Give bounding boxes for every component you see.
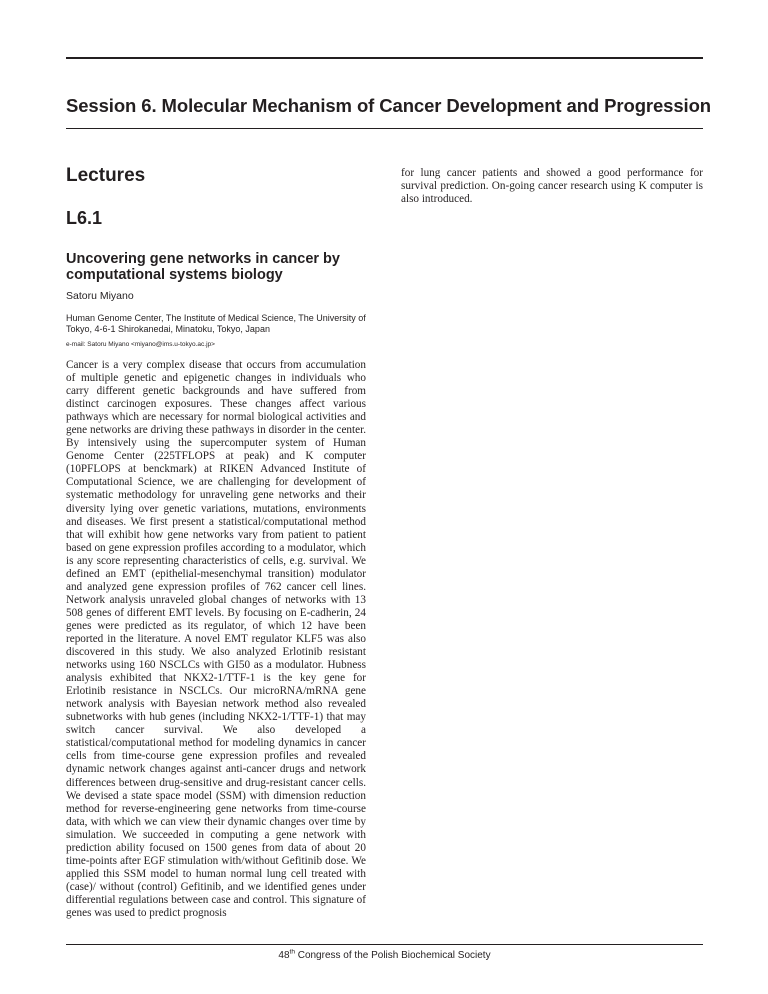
author-affiliation: Human Genome Center, The Institute of Medical Science, The University of Tokyo, 4-6-1 Shirokanedai, Minatoku, Tokyo, Japan (66, 313, 366, 334)
article-title: Uncovering gene networks in cancer by computational systems biology (66, 251, 340, 283)
section-heading: Lectures (66, 165, 146, 186)
author-email: e-mail: Satoru Miyano <miyano@ims.u-tokyo.ac.jp> (66, 341, 215, 348)
abstract-body-right: for lung cancer patients and showed a good performance for survival prediction. On-going cancer research using K computer is also introduced. (401, 167, 703, 206)
left-column (66, 165, 366, 920)
author-name: Satoru Miyano (66, 290, 134, 302)
header-divider (66, 128, 703, 129)
right-column (401, 167, 703, 206)
page-footer (66, 950, 703, 962)
abstract-code: L6.1 (66, 208, 103, 228)
session-title: Session 6. Molecular Mechanism of Cancer Development and Progression (66, 95, 712, 116)
footer-congress-name: Congress of the Polish Biochemical Society (294, 950, 491, 961)
footer-ordinal-number: 48 (278, 950, 290, 961)
top-rule (66, 57, 703, 59)
footer-rule (66, 944, 703, 945)
abstract-body-left: Cancer is a very complex disease that occurs from accumulation of multiple genetic and epigenetic changes in individuals who carry different genetic backgrounds and have suffered from distinct carcinogen exposures. These changes affect various pathways which are necessary for normal biological activities and gene networks are driving these pathways in disorder in the center. By intensively using the supercomputer system of Human Genome Center (225TFLOPS at peak) and K computer (10PFLOPS at benckmark) at RIKEN Advanced Institute of Computational Science, we are challenging for development of systematic methodology for unraveling gene networks and their diversity lying over genetic variations, mutations, environments and diseases. We first present a statistical/computational method that will exhibit how gene networks vary from patient to patient based on gene expression profiles according to a modulator, which is any score representing characteristics of cells, e.g. survival. We defined an EMT (epithelial-mesenchymal transition) modulator and analyzed gene expression profiles of 762 cancer cell lines. Network analysis unraveled global changes of networks with 13 508 genes of different EMT levels. By focusing on E-cadherin, 24 genes were predicted as its regulator, of which 12 have been reported in the literature. A novel EMT regulator KLF5 was also discovered in this study. We also analyzed Erlotinib resistant networks using 160 NSCLCs with GI50 as a modulator. Hubness analysis exhibited that NKX2-1/TTF-1 is the key gene for Erlotinib resistance in NSCLCs. Our microRNA/mRNA gene network analysis with Bayesian network method also revealed subnetworks with hub genes (including NKX2-1/TTF-1) that may switch cancer survival. We also developed a statistical/computational method for modeling dynamics in cancer cells from time-course gene expression profiles and revealed dynamic network changes against anti-cancer drugs and network differences between drug-sensitive and drug-resistant cancer cells. We devised a state space model (SSM) with dimension reduction method for reverse-engineering gene networks from time-course data, with which we can view their dynamic changes over time by simulation. We succeeded in computing a gene network with prediction ability focused on 1500 genes from data of about 20 time-points after EGF stimulation with/without Gefitinib dose. We applied this SSM model to human normal lung cell treated with (case)/ without (control) Gefitinib, and we identified genes under differential regulations between case and control. This signature of genes was used to predict prognosis (66, 359, 366, 919)
footer-ordinal-suffix: th (289, 948, 295, 956)
